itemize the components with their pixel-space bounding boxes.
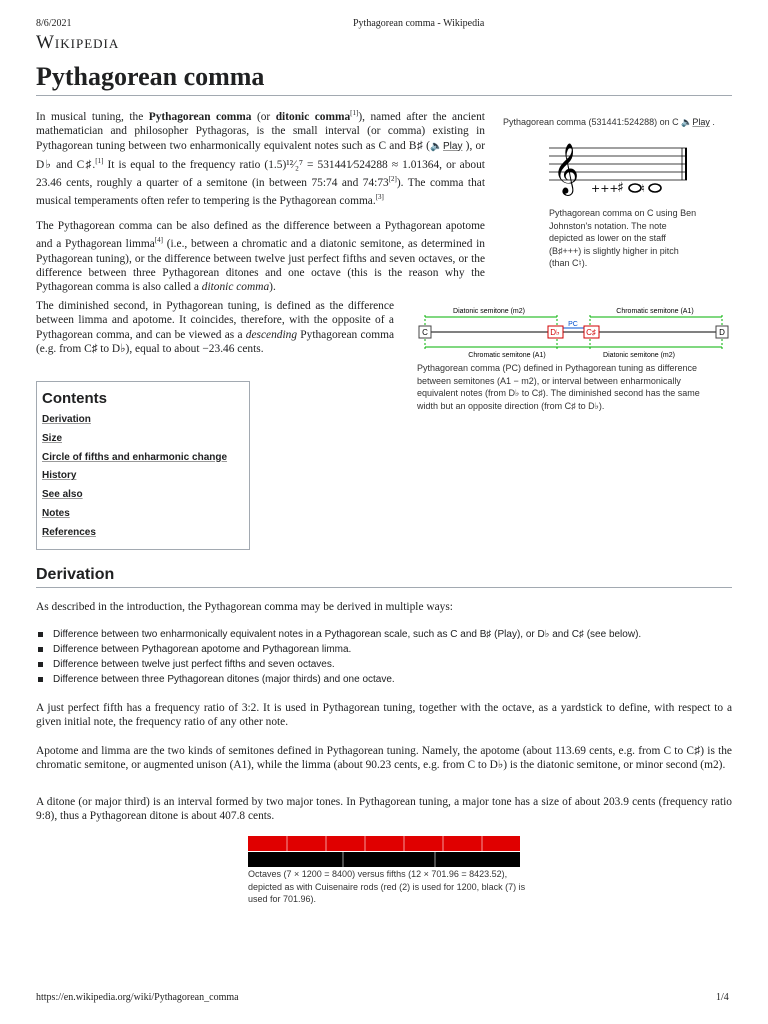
semitone-diagram: [417, 303, 733, 361]
treble-clef-icon: 𝄞: [553, 143, 580, 194]
diagram-note-cs: C♯: [586, 328, 596, 337]
toc-item-history[interactable]: History: [42, 470, 77, 482]
toc-item-notes[interactable]: Notes: [42, 507, 70, 519]
play-link[interactable]: Play: [443, 140, 463, 152]
derivation-paragraph-3: A ditone (or major third) is an interval formed by two major tones. In Pythagorean tuning, a major tone has a size of about 203.9 cents (frequency ratio 9:8), thus a Pythagorean ditone is about 407.8 cents.: [36, 796, 732, 823]
diagram-label-chromatic-bottom: Chromatic semitone (A1): [468, 352, 546, 359]
footer-url: https://en.wikipedia.org/wiki/Pythagorean_comma: [36, 992, 239, 1003]
figure2-caption: Pythagorean comma (PC) defined in Pythagorean tuning as difference between semitones (A1 − m2), or interval between enharmonically equivalent notes (from D♭ to C♯). The diminished second has the same width but an opposite direction (from C♯ to D♭).: [417, 363, 700, 411]
wikipedia-wordmark[interactable]: Wikipedia: [36, 32, 120, 53]
figure1-caption: Pythagorean comma on C using Ben Johnston's notation. The note depicted as lower on the staff (B♯+++) is slightly higher in pitch (than C♮).: [549, 208, 697, 269]
list-item: Difference between three Pythagorean ditones (major thirds) and one octave.: [38, 672, 732, 687]
toc-item-size[interactable]: Size: [42, 432, 63, 444]
diagram-note-c: C: [422, 328, 428, 337]
figure3-caption: Octaves (7 × 1200 = 8400) versus fifths (12 × 701.96 = 8423.52), depicted as with Cuisenaire rods (red (2) is used for 1200, black (7) is used for 701.96).: [248, 869, 526, 905]
intro-paragraph-1: In musical tuning, the Pythagorean comma (or ditonic comma[1]), named after the ancient mathematician and philosopher Pythagoras, is the small interval (or comma) existing in Pythagorean tuning between two enharmonically equivalent notes such as C and B♯ (🔈Play ), or D♭ and C♯.[1] It is equal to the frequency ratio (1.5)¹²⁄₂⁷ = 531441⁄524288 ≈ 1.01364, or about 23.46 cents, roughly a quarter of a semitone (in between 75:74 and 74:73[2]). The comma that musical temperaments often refer to tempering is the Pythagorean comma.[3]: [36, 109, 486, 208]
speaker-icon: 🔈: [681, 117, 693, 127]
derivation-lead: As described in the introduction, the Pythagorean comma may be derived in multiple ways:: [36, 601, 453, 613]
section-divider: [36, 587, 732, 588]
list-item: Difference between two enharmonically equivalent notes in a Pythagorean scale, such as C and B♯ (Play), or D♭ and C♯ (see below).: [38, 627, 732, 642]
diagram-note-d: D: [719, 328, 725, 337]
table-of-contents: [36, 381, 250, 550]
diagram-label-diatonic-top: Diatonic semitone (m2): [453, 308, 525, 315]
intro-paragraph-3: The diminished second, in Pythagorean tuning, is defined as the difference between limma and apotome. It coincides, therefore, with the opposite of a Pythagorean comma, and can be viewed as a descending Pythagorean comma (e.g. from C♯ to D♭), equal to about −23.46 cents.: [36, 300, 395, 356]
toc-item-derivation[interactable]: Derivation: [42, 414, 91, 425]
cuisenaire-rods-image: [248, 836, 520, 867]
toc-item-circle-of-fifths[interactable]: Circle of fifths and enharmonic change: [42, 451, 228, 463]
page-title: Pythagorean comma: [36, 62, 265, 91]
derivation-paragraph-1: A just perfect fifth has a frequency ratio of 3:2. It is used in Pythagorean tuning, together with the octave, as a yardstick to define, with respect to a given initial note, the frequency ratio of any other note.: [36, 702, 732, 729]
derivation-paragraph-2: Apotome and limma are the two kinds of semitones defined in Pythagorean tuning. Namely, the apotome (about 113.69 cents, e.g. from C to C♯) is the chromatic semitone, or augmented unison (A1), while the limma (about 90.23 cents, e.g. from C to D♭) is the diatonic semitone, or minor second (m2).: [36, 745, 732, 772]
diagram-label-chromatic-top: Chromatic semitone (A1): [616, 308, 694, 315]
diagram-label-pc: PC: [568, 321, 578, 328]
section-heading-derivation: Derivation: [36, 566, 115, 583]
toc-title: Contents: [42, 390, 107, 407]
list-item: Difference between twelve just perfect fifths and seven octaves.: [38, 657, 732, 672]
title-divider: [36, 95, 732, 96]
svg-text:+++: +++: [591, 182, 619, 195]
diagram-note-db: D♭: [550, 328, 560, 337]
music-staff-image: [549, 136, 691, 198]
derivation-list: [38, 627, 732, 687]
speaker-icon: 🔈: [429, 140, 444, 152]
footer-page-number: 1/4: [716, 992, 729, 1003]
print-title: Pythagorean comma - Wikipedia: [353, 18, 485, 29]
intro-paragraph-2: The Pythagorean comma can be also defined as the difference between a Pythagorean apotome and a Pythagorean limma[4] (i.e., between a chromatic and a diatonic semitone, as determined in Pythagorean tuning), or the difference between twelve just perfect fifths and seven octaves, or the difference between three Pythagorean ditones and one octave (this is the reason why the Pythagorean comma is also called a ditonic comma).: [36, 220, 485, 294]
figure1-title: Pythagorean comma (531441:524288) on C 🔈Play .: [503, 117, 715, 127]
diagram-label-diatonic-bottom: Diatonic semitone (m2): [603, 352, 675, 359]
print-date: 8/6/2021: [36, 18, 72, 29]
svg-text:♯: ♯: [617, 180, 624, 196]
figure1-play-link[interactable]: Play: [692, 117, 710, 127]
toc-item-see-also[interactable]: See also: [42, 489, 83, 501]
list-item: Difference between Pythagorean apotome and Pythagorean limma.: [38, 642, 732, 657]
svg-text:♮: ♮: [641, 182, 645, 195]
toc-item-references[interactable]: References: [42, 526, 96, 538]
